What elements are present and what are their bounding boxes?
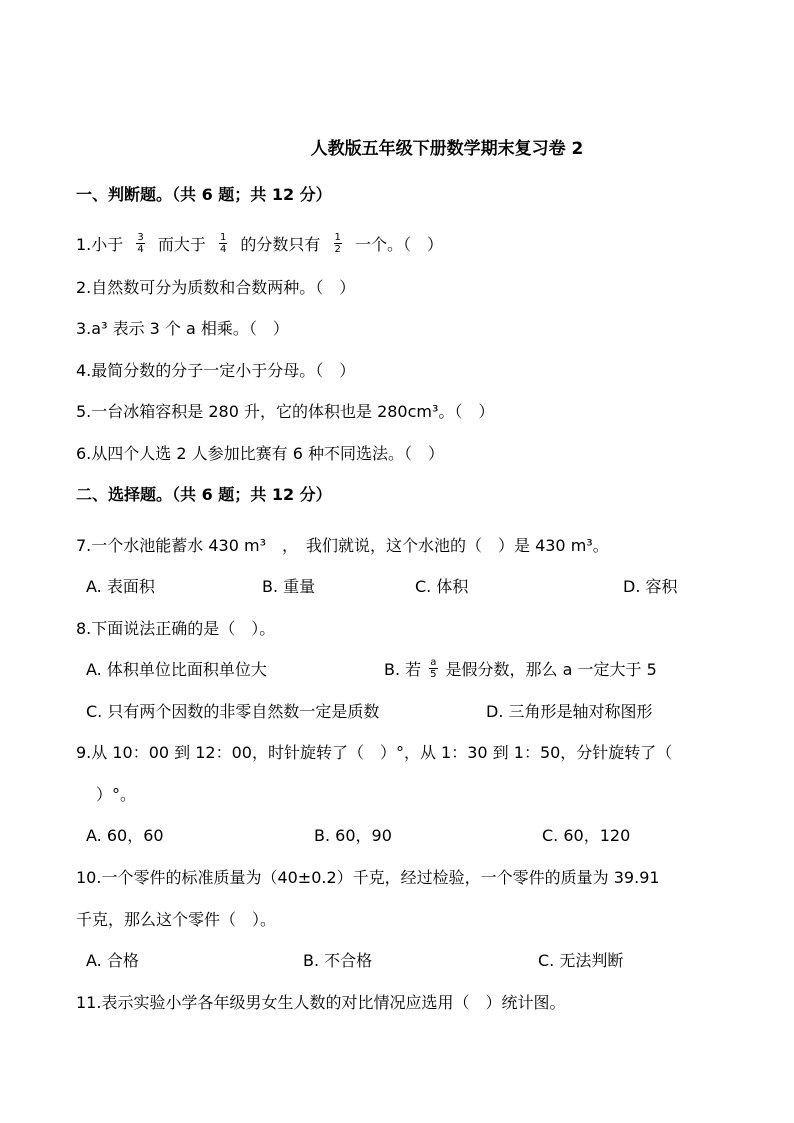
q1-fraction-3 <box>334 232 342 255</box>
question-10-line-2: 千克，那么这个零件（ ）。 <box>76 910 277 929</box>
question-10-line-1: 10.一个零件的标准质量为（40±0.2）千克，经过检验，一个零件的质量为 39.91 <box>76 868 660 887</box>
q8-option-b <box>384 659 657 682</box>
q7-option-b: B. 重量 <box>262 577 316 596</box>
question-8: 8.下面说法正确的是（ ）。 <box>76 619 276 638</box>
q8-option-b-prefix: B. 若 <box>384 660 422 679</box>
q10-option-b: B. 不合格 <box>303 951 373 970</box>
question-9-line-1: 9.从 10：00 到 12：00，时针旋转了（ ）°，从 1：30 到 1：50，分针旋转了（ <box>76 743 673 762</box>
q10-option-a: A. 合格 <box>86 951 139 970</box>
question-5: 5.一台冰箱容积是 280 升，它的体积也是 280cm³。（ ） <box>76 402 495 421</box>
fraction-denominator: 4 <box>137 244 144 255</box>
q1-number: 1. <box>76 235 92 254</box>
question-2: 2.自然数可分为质数和合数两种。（ ） <box>76 278 356 297</box>
question-1 <box>76 234 443 257</box>
q1-fraction-2 <box>219 232 227 255</box>
fraction-denominator: 4 <box>219 244 227 255</box>
q8-option-b-suffix: 是假分数，那么 a 一定大于 5 <box>445 660 657 679</box>
fraction-numerator: a <box>430 657 437 668</box>
section-choice-heading: 二、选择题。（共 6 题；共 12 分） <box>76 485 332 504</box>
question-4: 4.最简分数的分子一定小于分母。（ ） <box>76 361 356 380</box>
q10-option-c: C. 无法判断 <box>538 951 624 970</box>
q9-option-c: C. 60，120 <box>542 826 631 845</box>
q1-text-2: 而大于 <box>157 235 206 254</box>
question-7: 7.一个水池能蓄水 430 m³ ， 我们就说，这个水池的（ ）是 430 m³。 <box>76 536 609 555</box>
question-11: 11.表示实验小学各年级男女生人数的对比情况应选用（ ）统计图。 <box>76 993 566 1012</box>
q7-option-a: A. 表面积 <box>86 577 155 596</box>
fraction-numerator: 1 <box>219 232 227 243</box>
question-3: 3.a³ 表示 3 个 a 相乘。（ ） <box>76 319 289 338</box>
q7-option-d: D. 容积 <box>623 577 678 596</box>
q9-option-a: A. 60，60 <box>86 826 164 845</box>
question-9-line-2: ）°。 <box>96 785 137 804</box>
fraction-numerator: 1 <box>334 232 341 243</box>
q1-fraction-1 <box>136 232 144 255</box>
q9-option-b: B. 60，90 <box>314 826 392 845</box>
q8-option-c: C. 只有两个因数的非零自然数一定是质数 <box>86 702 380 721</box>
page-title: 人教版五年级下册数学期末复习卷 2 <box>310 139 584 159</box>
section-judgement-heading: 一、判断题。（共 6 题；共 12 分） <box>76 185 332 204</box>
fraction-denominator: 2 <box>334 244 341 255</box>
q1-text-3: 的分数只有 <box>240 235 321 254</box>
fraction-numerator: 3 <box>137 232 144 243</box>
q1-text-1: 小于 <box>91 235 124 254</box>
question-6: 6.从四个人选 2 人参加比赛有 6 种不同选法。（ ） <box>76 444 444 463</box>
fraction-denominator: 5 <box>430 669 437 680</box>
q1-text-4: 一个。（ ） <box>355 235 444 254</box>
q8-option-b-fraction <box>429 657 437 680</box>
q7-option-c: C. 体积 <box>415 577 469 596</box>
q8-option-a: A. 体积单位比面积单位大 <box>86 660 267 679</box>
q8-option-d: D. 三角形是轴对称图形 <box>486 702 653 721</box>
